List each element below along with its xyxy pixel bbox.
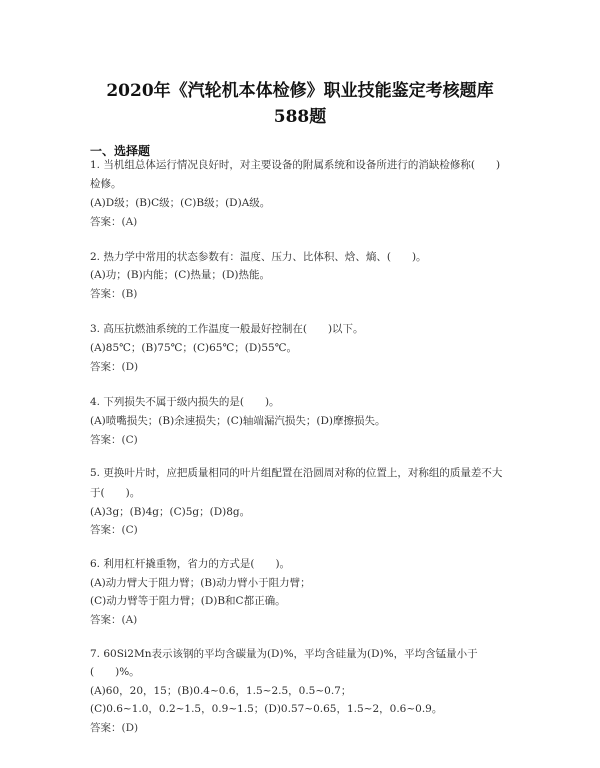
question-4-stem: 4. 下列损失不属于级内损失的是( )。 [90,396,280,408]
question-1-stem-line-1: 1. 当机组总体运行情况良好时，对主要设备的附属系统和设备所进行的消缺检修称( ) [90,159,501,171]
question-6-answer: 答案：(A) [90,614,138,626]
question-7-stem-line-1: 7. 60Si2Mn表示该钢的平均含碳量为(D)%，平均含硅量为(D)%，平均含锰量小于 [90,648,478,660]
question-2-options: (A)功；(B)内能；(C)热量；(D)热能。 [90,269,271,281]
question-5-stem-line-1: 5. 更换叶片时，应把质量相同的叶片组配置在沿圆周对称的位置上，对称组的质量差不大 [90,467,503,479]
question-6-options-line-2: (C)动力臂等于阻力臂；(D)B和C都正确。 [90,595,286,607]
question-7-answer: 答案：(D) [90,722,139,734]
question-3-answer: 答案：(D) [90,361,139,373]
question-3-stem: 3. 高压抗燃油系统的工作温度一般最好控制在( )以下。 [90,323,364,335]
question-4-options: (A)喷嘴损失；(B)余速损失；(C)轴端漏汽损失；(D)摩擦损失。 [90,415,386,427]
document-subtitle: 588题 [273,107,327,127]
question-4-answer: 答案：(C) [90,434,138,446]
question-6-options-line-1: (A)动力臂大于阻力臂；(B)动力臂小于阻力臂； [90,577,311,589]
question-7-options-line-1: (A)60，20，15；(B)0.4~0.6，1.5~2.5，0.5~0.7； [90,685,352,697]
question-3-options: (A)85℃；(B)75℃；(C)65℃；(D)55℃。 [90,342,297,354]
document-title: 2020年《汽轮机本体检修》职业技能鉴定考核题库 [106,81,494,101]
question-7-options-line-2: (C)0.6~1.0，0.2~1.5，0.9~1.5；(D)0.57~0.65，1.5~2，0.6~0.9。 [90,703,443,715]
section-heading: 一、选择题 [90,144,151,158]
question-1-options: (A)D级；(B)C级；(C)B级；(D)A级。 [90,197,271,209]
question-5-stem-line-2: 于( )。 [90,487,141,499]
question-2-stem: 2. 热力学中常用的状态参数有：温度、压力、比体积、焓、熵、( )。 [90,251,427,263]
question-5-options: (A)3g；(B)4g；(C)5g；(D)8g。 [90,506,251,518]
question-6-stem: 6. 利用杠杆撬重物，省力的方式是( )。 [90,558,291,570]
question-1-answer: 答案：(A) [90,216,138,228]
question-2-answer: 答案：(B) [90,288,138,300]
question-1-stem-line-2: 检修。 [90,178,122,190]
question-5-answer: 答案：(C) [90,524,138,536]
question-7-stem-line-2: ( )%。 [90,666,140,678]
